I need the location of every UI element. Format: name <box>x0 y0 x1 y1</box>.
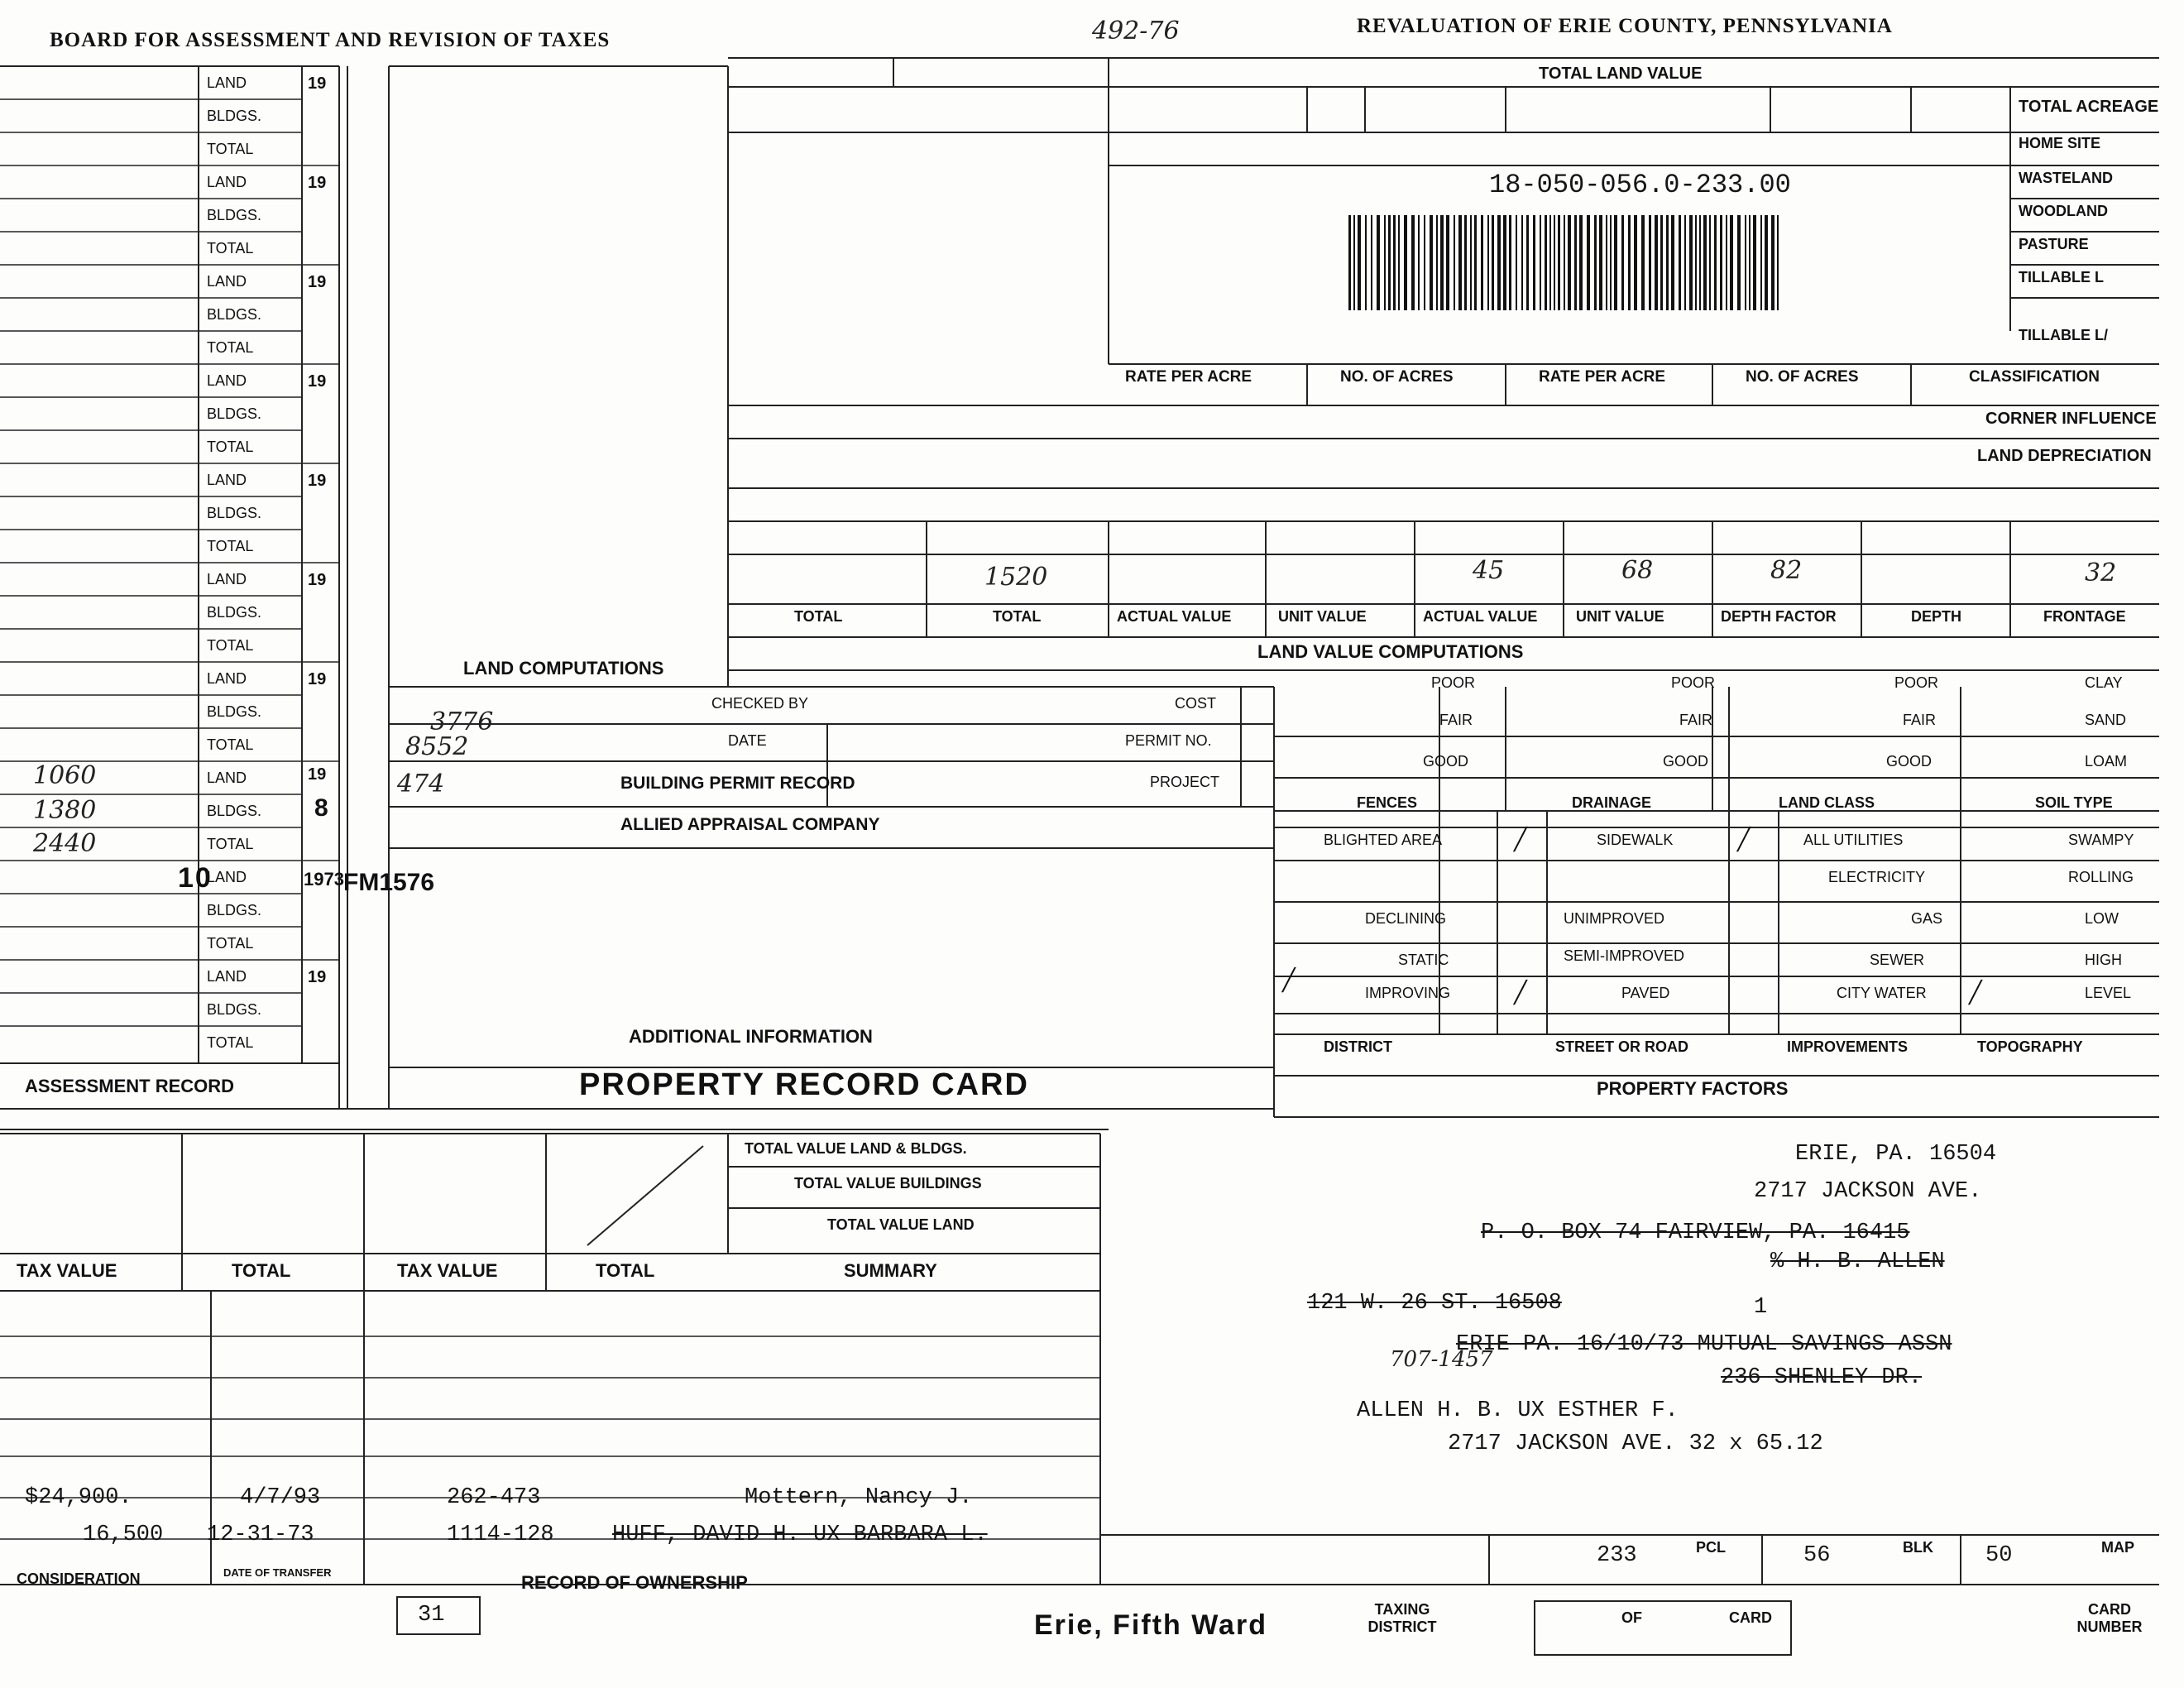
land-total-value: 1520 <box>984 563 1048 592</box>
barcode-bar <box>1497 215 1501 310</box>
topography-rolling: ROLLING <box>2068 869 2134 885</box>
parcel-barcode <box>1348 215 2010 319</box>
drainage-fair: FAIR <box>1679 712 1713 728</box>
factor-col-topography: TOPOGRAPHY <box>1977 1038 2083 1055</box>
acreage-col-label: NO. OF ACRES <box>1746 368 1859 386</box>
assessment-label-total: TOTAL <box>207 141 254 157</box>
assessment-year: 19 <box>308 472 327 490</box>
owner-line: 121 W. 26 ST. 16508 <box>1307 1291 1562 1316</box>
acreage-col-label: NO. OF ACRES <box>1340 368 1454 386</box>
assessment-hand-land: 1060 <box>33 761 97 790</box>
improvement-all-utilities: ALL UTILITIES <box>1803 832 1904 848</box>
assessment-record-title: ASSESSMENT RECORD <box>25 1076 235 1096</box>
soil-clay: CLAY <box>2085 674 2123 691</box>
owner-hand-note: 707-1457 <box>1390 1347 1493 1372</box>
barcode-bar <box>1516 215 1517 310</box>
improvement-sewer: SEWER <box>1870 952 1925 968</box>
factor-col-district: DISTRICT <box>1324 1038 1392 1055</box>
barcode-bar <box>1388 215 1391 310</box>
assessment-year: 19 <box>308 74 327 93</box>
ownership-date: 12-31-73 <box>207 1523 314 1547</box>
district-improving: IMPROVING <box>1365 985 1451 1001</box>
land-class-good: GOOD <box>1886 753 1933 770</box>
barcode-bar <box>1709 215 1711 310</box>
barcode-bar <box>1771 215 1774 310</box>
owner-hand-one: 1 <box>1754 1295 1768 1320</box>
barcode-bar <box>1424 215 1425 310</box>
date-of-transfer-label: DATE OF TRANSFER <box>223 1566 332 1579</box>
barcode-bar <box>1765 215 1768 310</box>
barcode-bar <box>1521 215 1523 310</box>
drainage-good: GOOD <box>1663 753 1709 770</box>
ownership-consideration: 16,500 <box>83 1523 164 1547</box>
owner-line: 2717 JACKSON AVE. <box>1754 1179 1982 1204</box>
assessment-label-total: TOTAL <box>207 637 254 654</box>
barcode-bar <box>1464 215 1467 310</box>
property-record-card-title: PROPERTY RECORD CARD <box>579 1067 1029 1102</box>
barcode-bar <box>1348 215 1351 310</box>
county-title: REVALUATION OF ERIE COUNTY, PENNSYLVANIA <box>1357 15 1893 37</box>
land-actual-value: 45 <box>1473 556 1505 585</box>
assessment-label-total: TOTAL <box>207 836 254 852</box>
box-number: 31 <box>418 1603 445 1628</box>
barcode-bar <box>1587 215 1590 310</box>
assessment-label-bldgs: BLDGS. <box>207 803 262 819</box>
check-mark-icon: ╱ <box>1514 981 1527 1005</box>
barcode-bar <box>1564 215 1565 310</box>
barcode-bar <box>1606 215 1607 310</box>
topography-low: LOW <box>2085 910 2119 927</box>
assessment-year: 19 <box>308 968 327 986</box>
barcode-bar <box>1655 215 1658 310</box>
land-col-depth: DEPTH <box>1911 608 1962 625</box>
acreage-row-label: HOME SITE <box>2019 135 2101 151</box>
land-depth-factor-value: 82 <box>1770 556 1803 585</box>
pcl-value: 233 <box>1597 1543 1637 1568</box>
assessment-hand-bldgs: 1380 <box>33 796 97 825</box>
check-mark-icon: ╱ <box>1969 981 1982 1005</box>
street-semi-improved: SEMI-IMPROVED <box>1564 947 1685 964</box>
soil-sand: SAND <box>2085 712 2127 728</box>
assessment-label-bldgs: BLDGS. <box>207 405 262 422</box>
fences-fair: FAIR <box>1439 712 1473 728</box>
owner-line: % H. B. ALLEN <box>1770 1249 1945 1274</box>
barcode-bar <box>1689 215 1693 310</box>
summary-tax-value-label: TAX VALUE <box>397 1260 498 1281</box>
ownership-date: 4/7/93 <box>240 1485 321 1510</box>
summary-total-label-2: TOTAL <box>232 1260 291 1281</box>
barcode-bar <box>1760 215 1762 310</box>
barcode-bar <box>1474 215 1477 310</box>
permit-hand-entry: 8552 <box>405 732 469 761</box>
assessment-year: 19 <box>308 174 327 192</box>
summary-tax-value-label-2: TAX VALUE <box>17 1260 117 1281</box>
assessment-label-land: LAND <box>207 670 247 687</box>
map-label: MAP <box>2101 1539 2134 1556</box>
taxing-district-value: Erie, Fifth Ward <box>1034 1609 1267 1641</box>
summary-label: SUMMARY <box>844 1260 937 1281</box>
barcode-bar <box>1737 215 1741 310</box>
drainage-poor: POOR <box>1671 674 1716 691</box>
barcode-bar <box>1714 215 1717 310</box>
barcode-bar <box>1509 215 1511 310</box>
additional-info-label: ADDITIONAL INFORMATION <box>629 1026 873 1047</box>
fences-good: GOOD <box>1423 753 1469 770</box>
assessment-label-total: TOTAL <box>207 439 254 455</box>
barcode-bar <box>1614 215 1617 310</box>
assessment-label-land: LAND <box>207 372 247 389</box>
assessment-label-bldgs: BLDGS. <box>207 1001 262 1018</box>
permit-checked-by-label: CHECKED BY <box>711 695 809 712</box>
assessment-year: 19 <box>308 372 327 391</box>
of-label: OF <box>1621 1609 1642 1626</box>
map-value: 50 <box>1985 1543 2013 1568</box>
consideration-label: CONSIDERATION <box>17 1571 141 1587</box>
barcode-bar <box>1398 215 1400 310</box>
owner-line: ERIE PA. 16/10/73 MUTUAL SAVINGS ASSN <box>1456 1332 1952 1357</box>
acreage-col-label: RATE PER ACRE <box>1125 368 1252 386</box>
improvement-gas: GAS <box>1911 910 1943 927</box>
acreage-row-label: TILLABLE L <box>2019 269 2104 285</box>
barcode-bar <box>1720 215 1722 310</box>
barcode-bar <box>1430 215 1433 310</box>
land-value-computations-title: LAND VALUE COMPUTATIONS <box>1257 641 1524 662</box>
assessment-year: 19 <box>308 670 327 688</box>
barcode-bar <box>1641 215 1645 310</box>
assessment-label-total: TOTAL <box>207 736 254 753</box>
owner-line: ERIE, PA. 16504 <box>1795 1142 1997 1167</box>
acreage-row-label: WOODLAND <box>2019 203 2108 219</box>
assessment-label-land: LAND <box>207 571 247 587</box>
soil-col-land-class: LAND CLASS <box>1779 794 1875 811</box>
barcode-bar <box>1726 215 1727 310</box>
ownership-deed: 1114-128 <box>447 1523 554 1547</box>
taxing-district-label: TAXING DISTRICT <box>1367 1601 1437 1635</box>
district-static: STATIC <box>1398 952 1449 968</box>
summary-row-land-bldgs: TOTAL VALUE LAND & BLDGS. <box>745 1140 967 1157</box>
fences-poor: POOR <box>1431 674 1476 691</box>
barcode-bar <box>1684 215 1686 310</box>
acreage-row-label: PASTURE <box>2019 236 2089 252</box>
topography-high: HIGH <box>2085 952 2122 968</box>
barcode-bar <box>1470 215 1472 310</box>
barcode-bar <box>1703 215 1707 310</box>
appraisal-company: ALLIED APPRAISAL COMPANY <box>620 815 880 834</box>
assessment-label-bldgs: BLDGS. <box>207 108 262 124</box>
check-mark-icon: ╱ <box>1737 827 1751 852</box>
barcode-bar <box>1503 215 1506 310</box>
barcode-bar <box>1418 215 1420 310</box>
summary-strike-icon <box>579 1142 711 1249</box>
board-title: BOARD FOR ASSESSMENT AND REVISION OF TAXES <box>50 29 611 51</box>
assessment-year-digit: 8 <box>314 794 330 822</box>
barcode-bar <box>1481 215 1483 310</box>
barcode-bar <box>1384 215 1386 310</box>
blk-label: BLK <box>1903 1539 1933 1556</box>
barcode-bar <box>1634 215 1637 310</box>
land-col-frontage: FRONTAGE <box>2043 608 2126 625</box>
assessment-label-total: TOTAL <box>207 240 254 257</box>
soil-col-drainage: DRAINAGE <box>1572 794 1652 811</box>
assessment-label-total: TOTAL <box>207 1034 254 1051</box>
barcode-bar <box>1679 215 1681 310</box>
summary-row-land: TOTAL VALUE LAND <box>827 1216 975 1233</box>
ownership-owner: HUFF, DAVID H. UX BARBARA L. <box>612 1523 988 1547</box>
acreage-row-label: TILLABLE L/ <box>2019 327 2108 343</box>
land-col-total: TOTAL <box>993 608 1042 625</box>
barcode-bar <box>1436 215 1438 310</box>
barcode-bar <box>1545 215 1547 310</box>
handwritten-code: 492-76 <box>1092 17 1180 46</box>
land-col-depth-factor: DEPTH FACTOR <box>1721 608 1837 625</box>
acreage-row-label: TOTAL ACREAGE <box>2019 98 2159 116</box>
blk-value: 56 <box>1803 1543 1831 1568</box>
barcode-bar <box>1753 215 1756 310</box>
barcode-bar <box>1458 215 1462 310</box>
soil-col-fences: FENCES <box>1357 794 1418 811</box>
barcode-bar <box>1353 215 1355 310</box>
permit-project-label: PROJECT <box>1150 774 1220 790</box>
barcode-bar <box>1533 215 1535 310</box>
assessment-label-land: LAND <box>207 770 247 786</box>
land-col-actual-value-2: ACTUAL VALUE <box>1117 608 1232 625</box>
assessment-label-total: TOTAL <box>207 339 254 356</box>
acreage-row-label: WASTELAND <box>2019 170 2113 186</box>
barcode-bar <box>1411 215 1415 310</box>
barcode-bar <box>1579 215 1583 310</box>
assessment-hand-total: 2440 <box>33 829 97 858</box>
permit-hand-entry: 474 <box>397 770 445 798</box>
street-paved: PAVED <box>1621 985 1670 1001</box>
assessment-label-bldgs: BLDGS. <box>207 604 262 621</box>
assessment-label-land: LAND <box>207 869 247 885</box>
barcode-bar <box>1660 215 1663 310</box>
barcode-bar <box>1393 215 1396 310</box>
permit-hand-entry: 3776 <box>430 707 494 736</box>
property-factors-title: PROPERTY FACTORS <box>1597 1078 1789 1099</box>
barcode-bar <box>1358 215 1361 310</box>
land-class-fair: FAIR <box>1903 712 1937 728</box>
barcode-bar <box>1749 215 1751 310</box>
barcode-bar <box>1599 215 1602 310</box>
barcode-bar <box>1404 215 1407 310</box>
barcode-bar <box>1649 215 1651 310</box>
street-sidewalk: SIDEWALK <box>1597 832 1674 848</box>
land-frontage-value: 32 <box>2085 559 2117 587</box>
barcode-bar <box>1377 215 1380 310</box>
assessment-label-bldgs: BLDGS. <box>207 306 262 323</box>
barcode-bar <box>1554 215 1555 310</box>
permit-cost-label: COST <box>1175 695 1217 712</box>
assessment-stamp: FM1576 <box>343 869 435 896</box>
barcode-bar <box>1730 215 1733 310</box>
pcl-label: PCL <box>1696 1539 1726 1556</box>
assessment-label-land: LAND <box>207 472 247 488</box>
land-col-unit-value-2: UNIT VALUE <box>1278 608 1367 625</box>
barcode-bar <box>1621 215 1624 310</box>
barcode-bar <box>1574 215 1577 310</box>
barcode-bar <box>1594 215 1597 310</box>
land-unit-value: 68 <box>1621 556 1654 585</box>
assessment-label-land: LAND <box>207 968 247 985</box>
barcode-bar <box>1610 215 1612 310</box>
ownership-deed: 262-473 <box>447 1485 541 1510</box>
barcode-bar <box>1487 215 1489 310</box>
ownership-consideration: $24,900. <box>25 1485 132 1510</box>
barcode-bar <box>1777 215 1779 310</box>
owner-line: P. O. BOX 74 FAIRVIEW, PA. 16415 <box>1481 1220 1910 1245</box>
land-class-poor: POOR <box>1894 674 1939 691</box>
district-declining: DECLINING <box>1365 910 1447 927</box>
owner-line: 236 SHENLEY DR. <box>1721 1365 1923 1390</box>
assessment-label-bldgs: BLDGS. <box>207 902 262 918</box>
improvement-city-water: CITY WATER <box>1837 985 1927 1001</box>
assessment-label-bldgs: BLDGS. <box>207 207 262 223</box>
check-mark-icon: ╱ <box>1514 827 1527 852</box>
ownership-title: RECORD OF OWNERSHIP <box>521 1572 748 1593</box>
assessment-year: 19 <box>308 765 327 784</box>
barcode-bar <box>1699 215 1701 310</box>
card-number-label: CARD NUMBER <box>2076 1601 2143 1635</box>
barcode-bar <box>1526 215 1529 310</box>
total-land-value-label: TOTAL LAND VALUE <box>1539 65 1703 83</box>
barcode-bar <box>1371 215 1372 310</box>
owner-line: 2717 JACKSON AVE. 32 x 65.12 <box>1448 1431 1823 1456</box>
permit-date-label: DATE <box>728 732 767 749</box>
soil-loam: LOAM <box>2085 753 2128 770</box>
barcode-bar <box>1745 215 1746 310</box>
assessment-label-land: LAND <box>207 174 247 190</box>
land-depreciation-label: LAND DEPRECIATION <box>1977 447 2152 465</box>
soil-col-soil-type: SOIL TYPE <box>2035 794 2113 811</box>
barcode-bar <box>1365 215 1367 310</box>
improvement-electricity: ELECTRICITY <box>1828 869 1926 885</box>
factor-col-improvements: IMPROVEMENTS <box>1787 1038 1909 1055</box>
land-computations-label: LAND COMPUTATIONS <box>463 658 664 679</box>
barcode-bar <box>1454 215 1455 310</box>
parcel-id: 18-050-056.0-233.00 <box>1489 170 1791 200</box>
assessment-label-land: LAND <box>207 273 247 290</box>
assessment-year-1973: 1973 <box>304 869 344 890</box>
assessment-label-bldgs: BLDGS. <box>207 703 262 720</box>
assessment-year: 19 <box>308 273 327 291</box>
assessment-year: 19 <box>308 571 327 589</box>
land-col-unit-value: UNIT VALUE <box>1576 608 1664 625</box>
assessment-label-bldgs: BLDGS. <box>207 505 262 521</box>
barcode-bar <box>1440 215 1444 310</box>
summary-row-buildings: TOTAL VALUE BUILDINGS <box>794 1175 982 1192</box>
barcode-bar <box>1446 215 1449 310</box>
district-blighted-area: BLIGHTED AREA <box>1324 832 1443 848</box>
acreage-col-label: CLASSIFICATION <box>1969 368 2100 386</box>
card-label: CARD <box>1729 1609 1772 1626</box>
assessment-label-land: LAND <box>207 74 247 91</box>
barcode-bar <box>1695 215 1697 310</box>
barcode-bar <box>1549 215 1551 310</box>
owner-line: ALLEN H. B. UX ESTHER F. <box>1357 1398 1679 1423</box>
corner-influence-label: CORNER INFLUENCE <box>1985 410 2157 428</box>
barcode-bar <box>1492 215 1494 310</box>
summary-total-label: TOTAL <box>596 1260 655 1281</box>
assessment-1973-total: 10 <box>178 862 213 894</box>
acreage-col-label: RATE PER ACRE <box>1539 368 1666 386</box>
permit-no-label: PERMIT NO. <box>1125 732 1212 749</box>
ownership-owner: Mottern, Nancy J. <box>745 1485 973 1510</box>
assessment-label-total: TOTAL <box>207 538 254 554</box>
barcode-bar <box>1558 215 1560 310</box>
land-col-actual-value: ACTUAL VALUE <box>1423 608 1538 625</box>
barcode-bar <box>1540 215 1541 310</box>
check-mark-icon: ╱ <box>1282 968 1296 993</box>
topography-level: LEVEL <box>2085 985 2132 1001</box>
barcode-bar <box>1666 215 1669 310</box>
barcode-bar <box>1568 215 1571 310</box>
topography-swampy: SWAMPY <box>2068 832 2134 848</box>
barcode-bar <box>1671 215 1674 310</box>
barcode-bar <box>1628 215 1631 310</box>
factor-col-street: STREET OR ROAD <box>1555 1038 1689 1055</box>
street-unimproved: UNIMPROVED <box>1564 910 1665 927</box>
assessment-label-total: TOTAL <box>207 935 254 952</box>
land-col-total-2: TOTAL <box>794 608 843 625</box>
building-permit-title: BUILDING PERMIT RECORD <box>620 774 855 793</box>
